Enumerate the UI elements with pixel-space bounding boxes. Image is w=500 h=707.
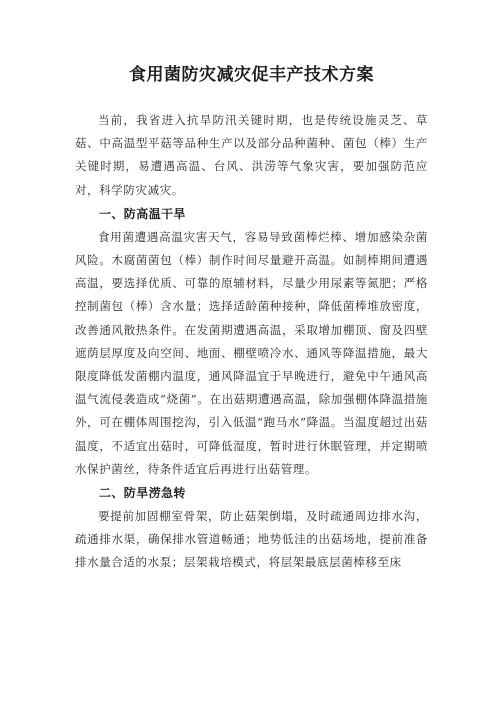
section-body-high-temperature: 食用菌遭遇高温灾害天气，容易导致菌棒烂棒、增加感染杂菌风险。木腐菌菌包（棒）制作时间尽量避开高温。如制棒期间遭遇高温，要选择优质、可靠的原辅材料，尽量少用尿素等氮肥；严格控制菌包（棒）含水量；选择适龄菌种接种，降低菌棒堆放密度，改善通风散热条件。在发菌期遭遇高温，采取增加棚顶、窗及四壁遮荫层厚度及向空间、地面、棚壁喷冷水、通风等降温措施，最大限度降低发菌棚内温度，通风降温宜于早晚进行，避免中午通风高温气流侵袭造成“烧菌”。在出菇期遭遇高温，除加强棚体降温措施外，可在棚体周围挖沟，引入低温“跑马水”降温。当温度超过出菇温度，不适宜出菇时，可降低湿度，暂时进行休眠管理，并定期喷水保护菌丝，待条件适宜后再进行出菇管理。 [75, 229, 428, 476]
section-heading-high-temperature: 一、防高温干旱 [99, 206, 186, 221]
intro-paragraph: 当前，我省进入抗旱防汛关键时期，也是传统设施灵芝、草菇、中高温型平菇等品种生产以及部分品种菌种、菌包（棒）生产关键时期，易遭遇高温、台风、洪涝等气象灾害，要加强防范应对，科学防灾减灾。 [75, 113, 428, 197]
section-body-drought-flood: 要提前加固棚室骨架，防止菇架倒塌，及时疏通周边排水沟，疏通排水渠，确保排水管道畅通；地势低洼的出菇场地，提前准备排水量合适的水泵；层架栽培模式，将层架最底层菌棒移至床 [75, 509, 428, 570]
section-heading-drought-flood: 二、防旱涝急转 [99, 486, 186, 501]
document-title: 食用菌防灾减灾促丰产技术方案 [129, 65, 374, 85]
